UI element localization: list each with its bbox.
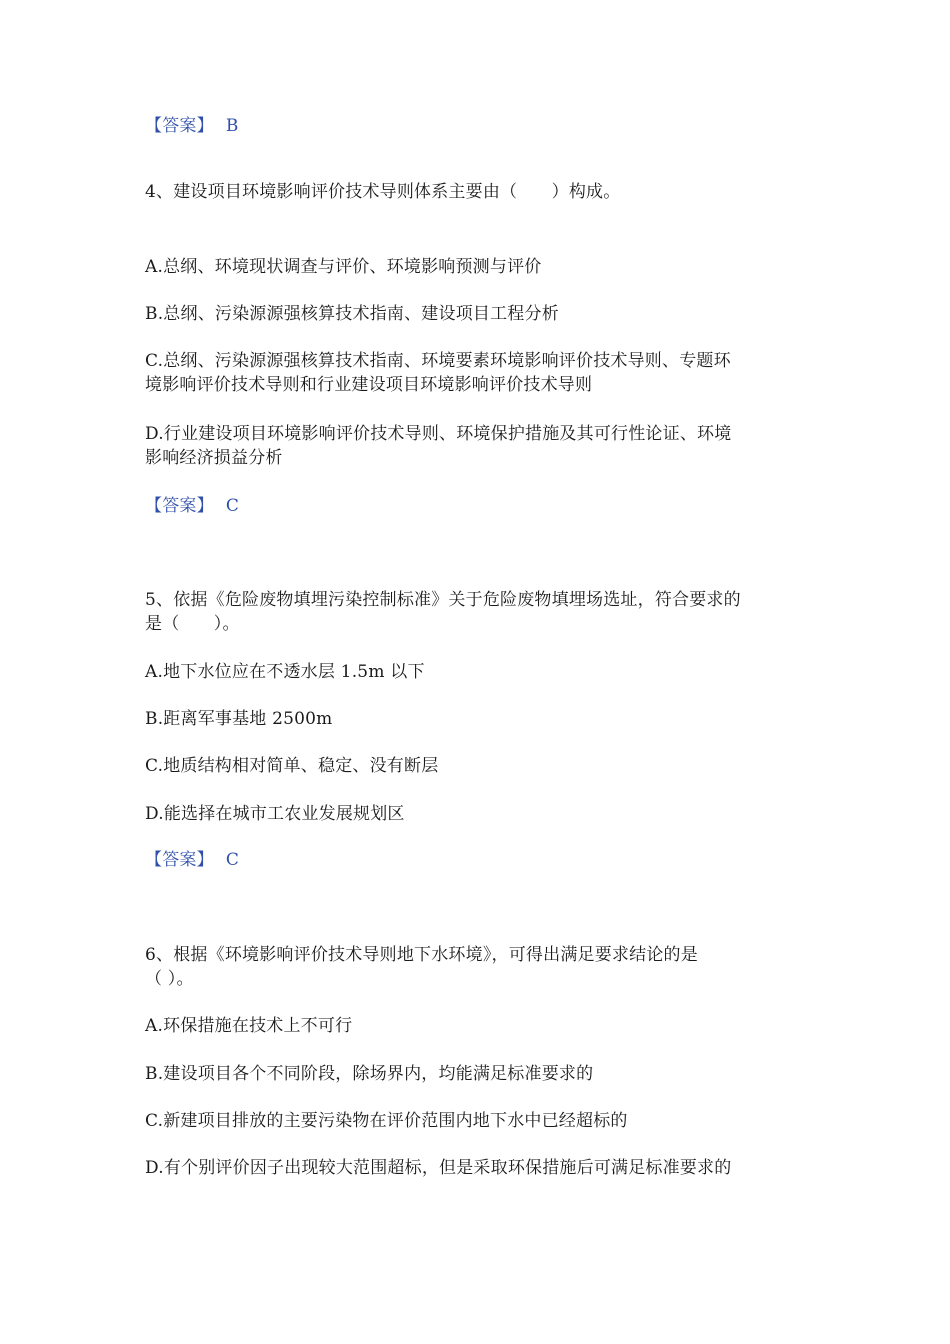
question-4-option-a: A.总纲、环境现状调查与评价、环境影响预测与评价	[145, 257, 542, 277]
question-4-text: 4、建设项目环境影响评价技术导则体系主要由（ ）构成。	[145, 182, 621, 202]
question-4-option-c-line2: 境影响评价技术导则和行业建设项目环境影响评价技术导则	[145, 375, 593, 395]
question-6-option-c: C.新建项目排放的主要污染物在评价范围内地下水中已经超标的	[145, 1111, 628, 1131]
answer-line-q4	[145, 494, 239, 518]
question-5-option-c: C.地质结构相对简单、稳定、没有断层	[145, 756, 439, 776]
answer-label: 【答案】	[145, 850, 214, 870]
question-5-option-a: A.地下水位应在不透水层 1.5m 以下	[145, 662, 425, 682]
question-4-option-c-line1: C.总纲、污染源源强核算技术指南、环境要素环境影响评价技术导则、专题环	[145, 351, 731, 371]
question-5-text-line1: 5、依据《危险废物填埋污染控制标准》关于危险废物填埋场选址，符合要求的	[145, 590, 741, 610]
question-4-option-b: B.总纲、污染源源强核算技术指南、建设项目工程分析	[145, 304, 559, 324]
question-6-text-line1: 6、根据《环境影响评价技术导则地下水环境》，可得出满足要求结论的是	[145, 945, 698, 965]
question-6-option-d: D.有个别评价因子出现较大范围超标，但是采取环保措施后可满足标准要求的	[145, 1158, 732, 1178]
question-4-option-d-line1: D.行业建设项目环境影响评价技术导则、环境保护措施及其可行性论证、环境	[145, 424, 732, 444]
answer-label: 【答案】	[145, 116, 214, 136]
question-6-option-a: A.环保措施在技术上不可行	[145, 1016, 353, 1036]
question-5-option-b: B.距离军事基地 2500m	[145, 709, 333, 729]
answer-value: C	[225, 496, 240, 516]
question-5-option-d: D.能选择在城市工农业发展规划区	[145, 804, 405, 824]
question-6-option-b: B.建设项目各个不同阶段，除场界内，均能满足标准要求的	[145, 1064, 594, 1084]
answer-label: 【答案】	[145, 496, 214, 516]
answer-line-q5	[145, 848, 239, 872]
answer-value: B	[225, 116, 239, 136]
answer-line-q3	[145, 114, 239, 138]
question-4-option-d-line2: 影响经济损益分析	[145, 448, 283, 468]
question-5-text-line2: 是（ ）。	[145, 614, 240, 634]
question-6-text-line2: （ ）。	[145, 969, 194, 989]
answer-value: C	[225, 850, 240, 870]
